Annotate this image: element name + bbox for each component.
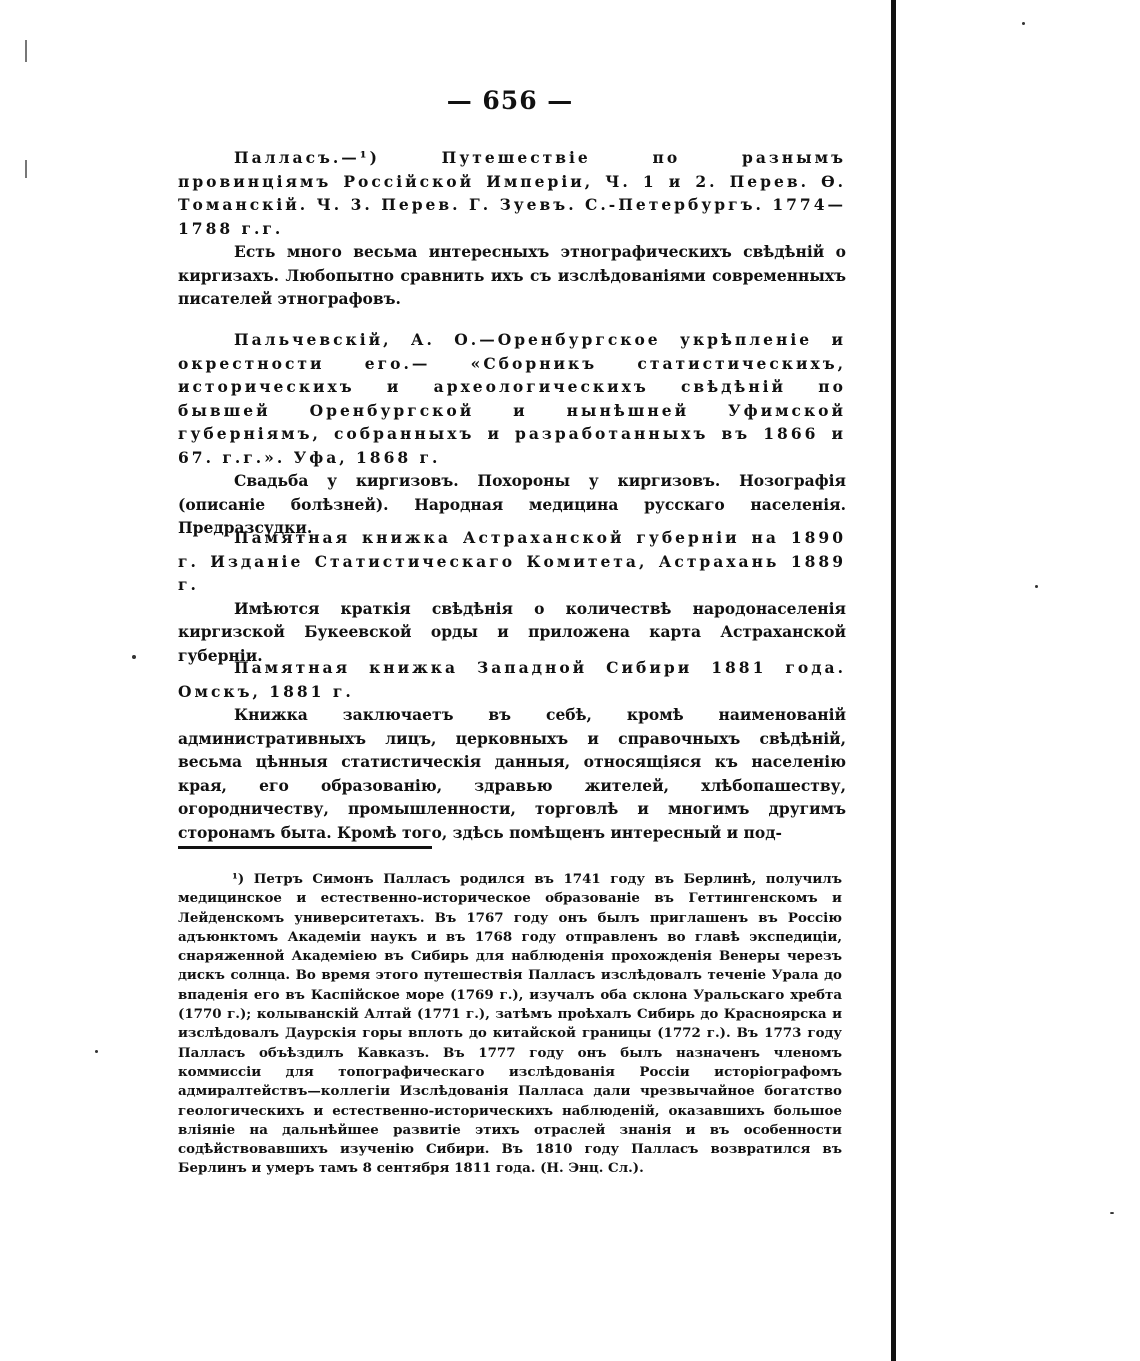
scan-artifact-speck (1035, 585, 1038, 588)
entry-annotation: Имѣются краткiя свѣдѣнiя о количествѣ народонаселенiя киргизской Букеевской орды и приложена карта Астраханской губернiи. (178, 598, 846, 665)
scan-artifact-speck (1110, 1212, 1114, 1214)
page-binding-line (891, 0, 896, 1361)
entry-annotation: Книжка заключаетъ въ себѣ, кромѣ наименованiй административныхъ лицъ, церковныхъ и справочныхъ свѣдѣнiй, весьма цѣнныя статистическiя данныя, относящiяся къ населенiю края, его образованiю, здравью жителей, хлѣбопашеству, огородничеству, промышленности, торговлѣ и многимъ другимъ сторонамъ быта. Кромѣ того, здѣсь помѣщенъ интересный и под- (178, 705, 846, 842)
scan-artifact-mark (25, 160, 27, 178)
entry-annotation: Свадьба у киргизовъ. Похороны у киргизовъ. Нозографiя (описанiе болѣзней). Народная медицина русскаго населенiя. Предразсудки. (178, 471, 846, 537)
bibliography-entry (178, 526, 846, 667)
entry-heading: Памятная книжка Западной Сибири 1881 года. Омскъ, 1881 г. (178, 658, 846, 701)
scan-artifact-speck (132, 655, 136, 659)
scan-artifact-speck (95, 1050, 98, 1053)
page-number: — 656 — (446, 86, 574, 115)
bibliography-entry (178, 328, 846, 540)
entry-heading: Памятная книжка Астраханской губернiи на 1890 г. Изданiе Статистическаго Комитета, Астрахань 1889 г. (178, 528, 846, 594)
scan-artifact-speck (1022, 22, 1025, 25)
bibliography-entry (178, 656, 846, 844)
footnote: ¹) Петръ Симонъ Палласъ родился въ 1741 году въ Берлинѣ, получилъ медицинское и естественно-историческое образованiе въ Геттингенскомъ и Лейденскомъ университетахъ. Въ 1767 году онъ былъ приглашенъ въ Россiю адъюнктомъ Академiи наукъ и въ 1768 году отправленъ во главѣ экспедицiи, снаряженной Академiею въ Сибирь для наблюденiя прохожденiя Венеры черезъ дискъ солнца. Во время этого путешествiя Палласъ изслѣдовалъ теченiе Урала до впаденiя его въ Каспiйское море (1769 г.), изучалъ оба склона Уральскаго хребта (1770 г.); колыванскiй Алтай (1771 г.), затѣмъ проѣхалъ Сибирь до Красноярска и изслѣдовалъ Даурскiя горы вплоть до китайской границы (1772 г.). Въ 1773 году Палласъ объѣздилъ Кавказъ. Въ 1777 году онъ былъ назначенъ членомъ коммиссiи для топографическаго изслѣдованiя Россiи исторiографомъ адмиралтействъ—коллегiи Изслѣдованiя Палласа дали чрезвычайное богатство геологическихъ и естественно-историческихъ наблюденiй, оказавшихъ большое влiянiе на дальнѣйшее развитiе этихъ отраслей знанiя и въ особенности содѣйствовавшихъ изученiю Сибири. Въ 1810 году Палласъ возвратился въ Берлинъ и умеръ тамъ 8 сентября 1811 года. (Н. Энц. Сл.). (178, 871, 842, 1177)
bibliography-entry (178, 146, 846, 311)
scan-artifact-mark (25, 40, 27, 62)
entry-annotation: Есть много весьма интересныхъ этнографическихъ свѣдѣнiй о киргизахъ. Любопытно сравнить ихъ съ изслѣдованiями современныхъ писателей этнографовъ. (178, 242, 846, 308)
entry-heading: Палласъ.—¹) Путешествiе по разнымъ провинцiямъ Россiйской Имперiи, Ч. 1 и 2. Перев. Ө. Томанскiй. Ч. 3. Перев. Г. Зуевъ. С.-Петербургъ. 1774—1788 г.г. (178, 148, 846, 238)
entry-heading: Пальчевскiй, А. О.—Оренбургское укрѣпленiе и окрестности его.— «Сборникъ статистическихъ, историческихъ и археологическихъ свѣдѣнiй по бывшей Оренбургской и нынѣшней Уфимской губернiямъ, собранныхъ и разработанныхъ въ 1866 и 67. г.г.». Уфа, 1868 г. (178, 330, 846, 467)
footnote-divider (178, 846, 432, 849)
